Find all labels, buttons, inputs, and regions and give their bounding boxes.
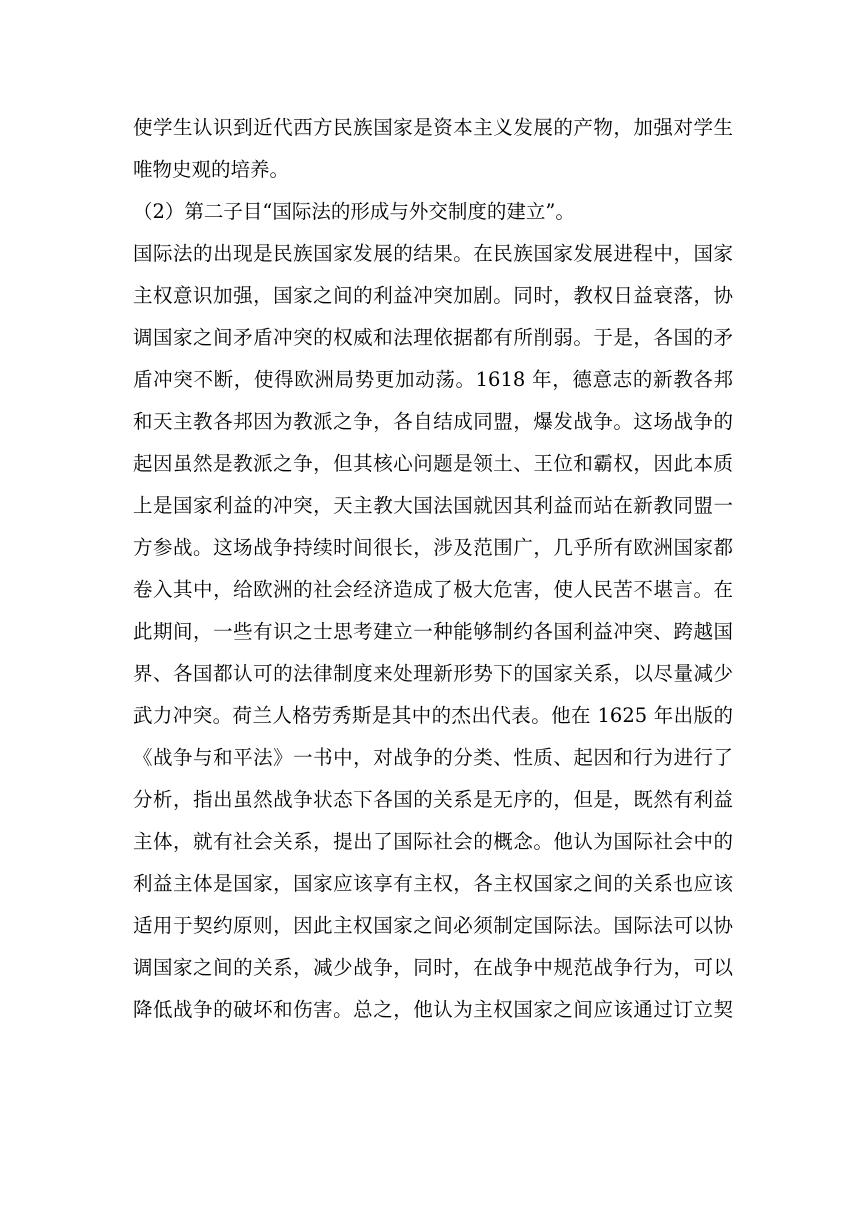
text-line: 使学生认识到近代西方民族国家是资本主义发展的产物，加强对学生: [133, 116, 733, 139]
text-line: 《战争与和平法》一书中，对战争的分类、性质、起因和行为进行了: [133, 746, 733, 769]
text-line: 武力冲突。荷兰人格劳秀斯是其中的杰出代表。他在 1625 年出版的: [133, 704, 733, 727]
text-line: 国际法的出现是民族国家发展的结果。在民族国家发展进程中，国家: [133, 242, 733, 265]
text-line: 和天主教各邦因为教派之争，各自结成同盟，爆发战争。这场战争的: [133, 410, 733, 433]
text-line: 调国家之间矛盾冲突的权威和法理依据都有所削弱。于是，各国的矛: [133, 326, 733, 349]
text-line: 方参战。这场战争持续时间很长，涉及范围广，几乎所有欧洲国家都: [133, 536, 733, 559]
text-line: 此期间，一些有识之士思考建立一种能够制约各国利益冲突、跨越国: [133, 620, 733, 643]
text-line: 适用于契约原则，因此主权国家之间必须制定国际法。国际法可以协: [133, 914, 733, 937]
text-line: 界、各国都认可的法律制度来处理新形势下的国家关系，以尽量减少: [133, 662, 733, 685]
text-line: 利益主体是国家，国家应该享有主权，各主权国家之间的关系也应该: [133, 872, 733, 895]
text-line: 盾冲突不断，使得欧洲局势更加动荡。1618 年，德意志的新教各邦: [133, 368, 733, 391]
text-line: 分析，指出虽然战争状态下各国的关系是无序的，但是，既然有利益: [133, 788, 733, 811]
text-line: 卷入其中，给欧洲的社会经济造成了极大危害，使人民苦不堪言。在: [133, 578, 733, 601]
text-line: 降低战争的破坏和伤害。总之，他认为主权国家之间应该通过订立契: [133, 998, 733, 1021]
text-line: 起因虽然是教派之争，但其核心问题是领土、王位和霸权，因此本质: [133, 452, 733, 475]
text-line: 主权意识加强，国家之间的利益冲突加剧。同时，教权日益衰落，协: [133, 284, 733, 307]
section-heading: （2）第二子目“国际法的形成与外交制度的建立”。: [133, 200, 575, 223]
text-line: 上是国家利益的冲突，天主教大国法国就因其利益而站在新教同盟一: [133, 494, 733, 517]
text-line: 唯物史观的培养。: [133, 158, 290, 181]
text-line: 调国家之间的关系，减少战争，同时，在战争中规范战争行为，可以: [133, 956, 733, 979]
text-line: 主体，就有社会关系，提出了国际社会的概念。他认为国际社会中的: [133, 830, 733, 853]
